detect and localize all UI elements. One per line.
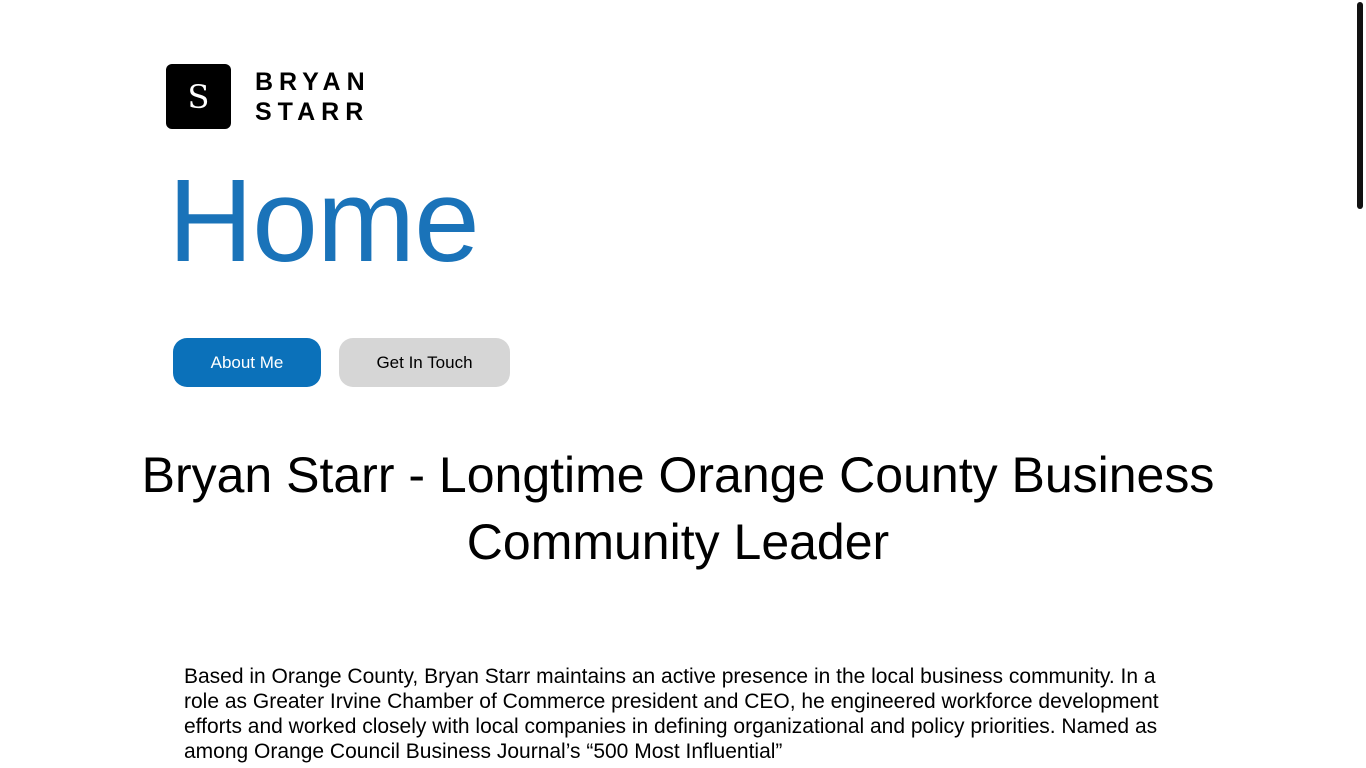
page-title: Home (168, 155, 479, 287)
logo-wordmark (255, 67, 371, 127)
scrollbar-thumb[interactable] (1357, 2, 1363, 209)
logo-last-name: STARR (255, 97, 370, 126)
logo-mark: S (166, 64, 231, 129)
about-me-button[interactable]: About Me (173, 338, 321, 387)
get-in-touch-button[interactable]: Get In Touch (339, 338, 510, 387)
logo-first-name: BRYAN (255, 67, 371, 96)
site-logo[interactable] (166, 64, 371, 129)
main-headline: Bryan Starr - Longtime Orange County Business Community Leader (141, 447, 1215, 570)
intro-paragraph: Based in Orange County, Bryan Starr maintains an active presence in the local business community. In a role as Greater Irvine Chamber of Commerce president and CEO, he engineered workforce development efforts and worked closely with local companies in defining organizational and policy priorities. Named as among Orange Council Business Journal’s “500 Most Influential” (184, 665, 1159, 763)
